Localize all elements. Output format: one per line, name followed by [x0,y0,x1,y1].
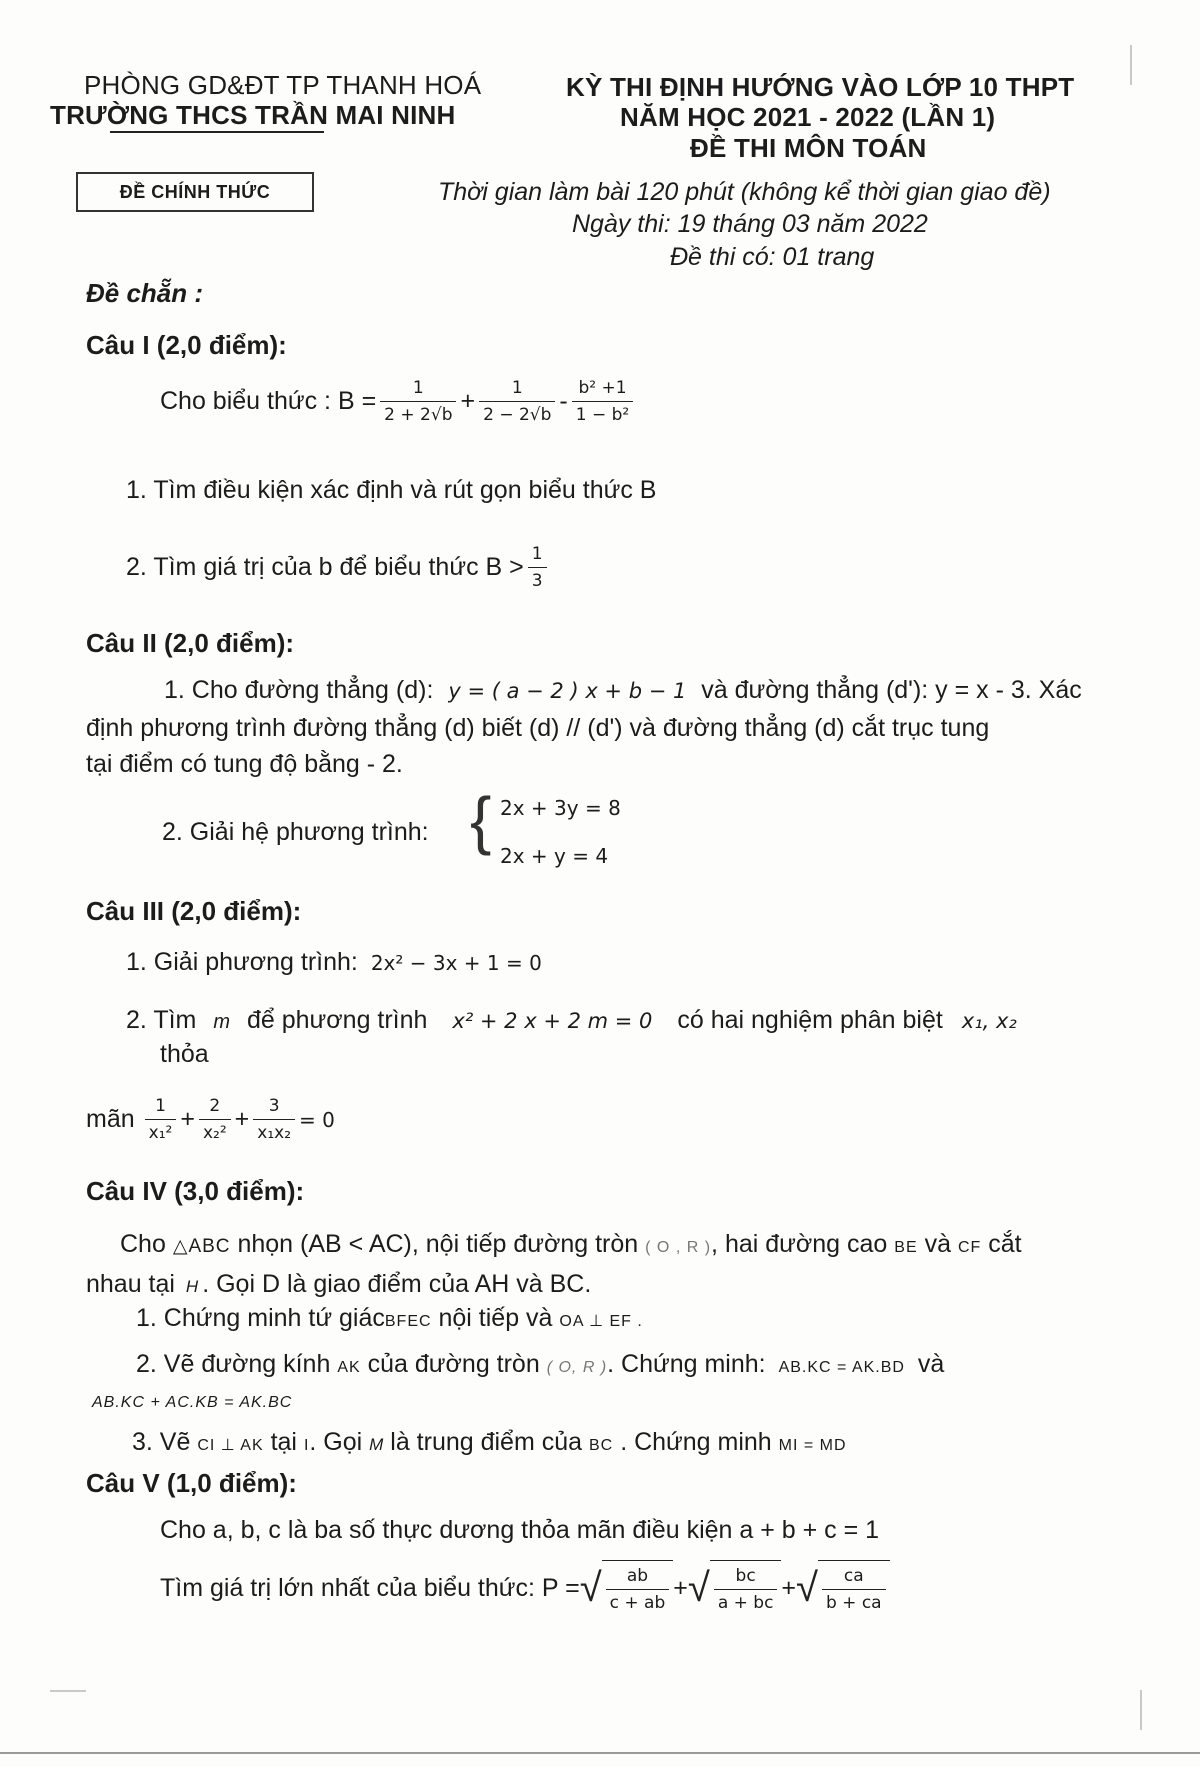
page-count: Đề thi có: 01 trang [670,243,875,271]
system-eq-2: 2x + y = 4 [500,844,609,868]
q5-line-1: Cho a, b, c là ba số thực dương thỏa mãn điều kiện a + b + c = 1 [160,1516,880,1544]
school-underline [110,131,324,133]
q1-fraction-1: $\frac{1}{2 + 2√b}$ [380,378,456,425]
q3-cond-fraction-1: $\frac{1}{\text{x₁²}}$ [145,1096,177,1143]
q1-expression: Cho biểu thức : B = $\frac{1}{2 + 2√b}$ + $\frac{1}{2 - 2√b}$ - $\frac{\text{b² +1}}{\text{1 − b²}}$ [160,378,637,425]
q4-intro-line2: nhau tại H . Gọi D là giao điểm của AH và BC. [86,1270,592,1298]
q1-item-2: 2. Tìm giá trị của b để biểu thức B > $\frac{1}{3}$ [126,544,551,591]
q1-item2-fraction: $\frac{1}{3}$ [528,544,547,591]
system-eq-1: 2x + 3y = 8 [500,796,621,820]
q1-fraction-3: $\frac{\text{b² +1}}{\text{1 − b²}}$ [572,378,633,425]
q1-title: Câu I (2,0 điểm): [86,330,287,360]
q3-cond-fraction-2: $\frac{2}{\text{x₂²}}$ [199,1096,231,1143]
q3-equation-1: 2x² − 3x + 1 = 0 [370,951,542,975]
q1-fraction-2: $\frac{1}{2 - 2√b}$ [479,378,555,425]
system-brace: { [470,784,492,856]
q2-line-equation: y = ( a − 2 ) x + b − 1 [448,679,687,703]
root-term-3: √ $\frac{ca}{b + ca}$ [796,1560,890,1616]
subject-title: ĐỀ THI MÔN TOÁN [690,133,927,163]
q5-line-2: Tìm giá trị lớn nhất của biểu thức: P = √ $\frac{ab}{c + ab}$ + √ $\frac{bc}{a + bc}$ + √ $\frac{ca}{b + ca}$ [160,1560,890,1616]
scan-corner-mark [50,1690,86,1692]
scan-corner-mark [1140,1690,1142,1730]
exam-time: Thời gian làm bài 120 phút (không kể thời gian giao đề) [438,178,1051,206]
q2-item1-line1: 1. Cho đường thẳng (d): y = ( a − 2 ) x + b − 1 và đường thẳng (d'): y = x - 3. Xác [164,676,1082,704]
q5-title: Câu V (1,0 điểm): [86,1468,297,1498]
q3-title: Câu III (2,0 điểm): [86,896,302,926]
q3-item2-line2: thỏa [160,1040,209,1068]
school-name: TRƯỜNG THCS TRẦN MAI NINH [50,100,456,130]
q2-title: Câu II (2,0 điểm): [86,628,295,658]
q4-item2-eq2: AB.KC + AC.KB = AK.BC [92,1394,293,1411]
q3-roots: x₁, x₂ [961,1009,1017,1033]
root-term-1: √ $\frac{ab}{c + ab}$ [580,1560,674,1616]
q2-item1-line2: định phương trình đường thẳng (d) biết (d) // (d') và đường thẳng (d) cắt trục tung [86,714,990,742]
page-bottom-edge [0,1752,1200,1754]
exam-date: Ngày thi: 19 tháng 03 năm 2022 [572,210,928,238]
q4-title: Câu IV (3,0 điểm): [86,1176,305,1206]
q3-item-1: 1. Giải phương trình: 2x² − 3x + 1 = 0 [126,948,542,976]
official-badge: ĐỀ CHÍNH THỨC [76,172,314,212]
q1-intro: Cho biểu thức : B = [160,387,377,415]
root-term-2: √ $\frac{bc}{a + bc}$ [688,1560,782,1616]
q2-item-2: 2. Giải hệ phương trình: [162,818,429,846]
q2-item1-line3: tại điểm có tung độ bằng - 2. [86,750,403,778]
exam-title: KỲ THI ĐỊNH HƯỚNG VÀO LỚP 10 THPT [566,72,1075,102]
q3-item-2: 2. Tìm m để phương trình x² + 2 x + 2 m = 0 có hai nghiệm phân biệt x₁, x₂ [126,1006,1017,1034]
school-year: NĂM HỌC 2021 - 2022 (LẦN 1) [620,102,996,132]
q4-item-1: 1. Chứng minh tứ giácBFEC nội tiếp và OA ⊥ EF . [136,1304,643,1332]
q3-cond-fraction-3: $\frac{3}{\text{x₁x₂}}$ [253,1096,295,1143]
variant-label: Đề chẵn : [86,278,204,308]
q3-equation-2: x² + 2 x + 2 m = 0 [452,1009,653,1033]
department-name: PHÒNG GD&ĐT TP THANH HOÁ [84,70,482,100]
q3-condition: mãn $\frac{1}{\text{x₁²}}$ + $\frac{2}{\text{x₂²}}$ + $\frac{3}{\text{x₁x₂}}$ = 0 [86,1096,335,1143]
q4-item-3: 3. Vẽ CI ⊥ AK tại I. Gọi M là trung điểm của BC . Chứng minh MI = MD [132,1428,847,1456]
q4-item-2: 2. Vẽ đường kính AK của đường tròn ( O, R ). Chứng minh: AB.KC = AK.BD và [136,1350,945,1378]
q4-intro-line1: Cho △ABC nhọn (AB < AC), nội tiếp đường tròn ( O , R ), hai đường cao BE và CF cắt [120,1230,1022,1258]
scan-corner-mark [1130,45,1132,85]
q1-item-1: 1. Tìm điều kiện xác định và rút gọn biểu thức B [126,476,657,504]
